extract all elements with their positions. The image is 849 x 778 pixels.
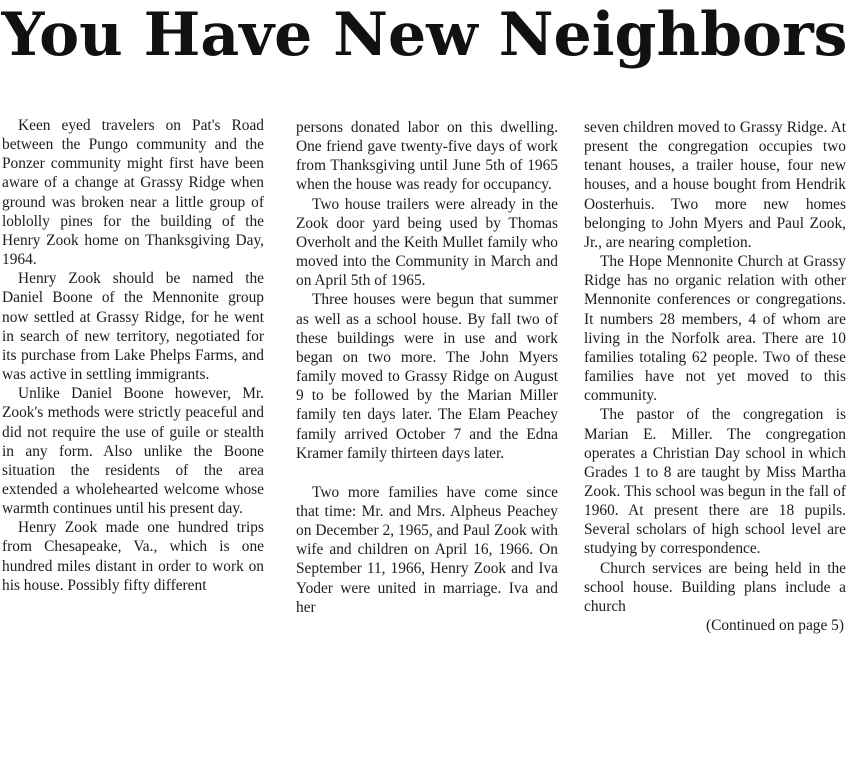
paragraph: Keen eyed travelers on Pat's Road between the Pungo community and the Ponzer community might first have been aware of a change at Grassy Ridge when ground was broken near a little group of loblolly pines for the building of the Henry Zook home on Thanksgiving Day, 1964. xyxy=(2,117,264,269)
paragraph: Henry Zook should be named the Daniel Boone of the Mennonite group now settled at Grassy Ridge, for he went in search of new territory, negotiated for its purchase from Lake Phelps Farms, and was active in settling immigrants. xyxy=(2,270,264,384)
paragraph: Two house trailers were already in the Zook door yard being used by Thomas Overholt and the Keith Mullet family who moved into the Community in March and on April 5th of 1965. xyxy=(296,195,558,290)
paragraph: The pastor of the congregation is Marian E. Miller. The congregation operates a Christian Day school in which Grades 1 to 8 are taught by Miss Martha Zook. This school was begun in the fall of 1960. At present there are 18 pupils. Several scholars of high school level are studying by correspondence. xyxy=(584,406,846,558)
article-column-1 xyxy=(2,116,264,776)
paragraph: Two more families have come since that time: Mr. and Mrs. Alpheus Peachey on December 2, 1965, and Paul Zook with wife and children on April 16, 1966. On September 11, 1966, Henry Zook and Iva Yoder were united in marriage. Iva and her xyxy=(296,483,558,616)
paragraph: Three houses were begun that summer as well as a school house. By fall two of these buildings were in use and work began on two more. The John Myers family moved to Grassy Ridge on August 9 to be followed by the Marian Miller family ten days later. The Elam Peachey family arrived October 7 and the Edna Kramer family thirteen days later. xyxy=(296,291,558,462)
headline: You Have New Neighbors xyxy=(1,0,848,70)
continued-note: (Continued on page 5) xyxy=(705,617,844,635)
article-column-3 xyxy=(584,118,846,778)
paragraph: seven children moved to Grassy Ridge. At present the congregation occupies two tenant houses, a trailer house, four new houses, and a house bought from Hendrik Oosterhuis. Two more new homes belonging to John Myers and Paul Zook, Jr., are nearing completion. xyxy=(584,119,846,251)
paragraph: Henry Zook made one hundred trips from Chesapeake, Va., which is one hundred miles distant in order to work on his house. Possibly fifty different xyxy=(2,519,264,594)
paragraph: Church services are being held in the school house. Building plans include a church xyxy=(584,559,846,615)
paragraph: persons donated labor on this dwelling. One friend gave twenty-five days of work from Thanksgiving until June 5th of 1965 when the house was ready for occupancy. xyxy=(296,119,558,194)
paragraph: The Hope Mennonite Church at Grassy Ridge has no organic relation with other Mennonite conferences or congregations. It numbers 28 members, 4 of whom are living in the Norfolk area. There are 10 families totaling 62 people. Two of these families have not yet moved to this community. xyxy=(584,253,846,405)
article-column-2 xyxy=(296,118,558,778)
paragraph: Unlike Daniel Boone however, Mr. Zook's methods were strictly peaceful and did not require the use of guile or stealth in any form. Also unlike the Boone situation the residents of the area extended a wholehearted welcome whose warmth continues until his present day. xyxy=(2,385,264,518)
